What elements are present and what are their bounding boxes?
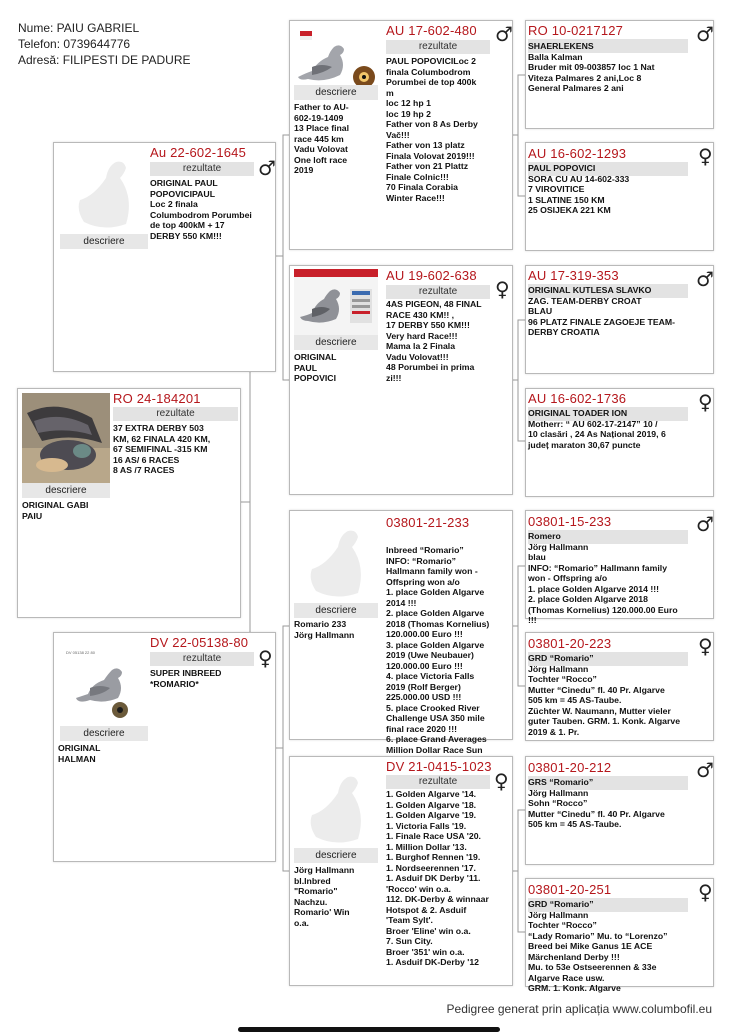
footer-credit: Pedigree generat prin aplicația www.columbofil.eu: [446, 1002, 712, 1016]
ring-number[interactable]: DV 22-05138-80: [150, 635, 249, 650]
ring-number[interactable]: 03801-20-212: [528, 760, 612, 775]
female-icon: ♀: [495, 277, 510, 301]
results-button[interactable]: rezultate: [150, 652, 254, 666]
great-grandparent-card-1: [525, 20, 714, 129]
female-icon: ♀: [698, 634, 713, 658]
results-button[interactable]: rezultate: [113, 407, 238, 421]
pigeon-info: SHAERLEKENS Balla Kalman Bruder mit 09-003857 loc 1 Nat Viteza Palmares 2 ani,Loc 8 General Palmares 2 ani: [528, 41, 655, 93]
description-button[interactable]: descriere: [60, 726, 148, 741]
female-icon: ♀: [698, 390, 713, 414]
dam-caption: ORIGINAL HALMAN: [58, 743, 101, 764]
owner-name: Nume: PAIU GABRIEL: [18, 21, 140, 35]
pigeon-info: SUPER INBREED *ROMARIO*: [150, 668, 222, 689]
pigeon-info: Inbreed “Romario” INFO: “Romario” Hallmann family won - Offspring won a/o 1. place Golden Algarve 2014 !!! 2. place Golden Algarve 2018 (Thomas Kornelius) 120.000.00 Euro !!! 3. place Golden Algarve 2019 (Uwe Neubauer) 120.000.00 Euro !!! 4. place Victoria Falls 2019 (Rolf Berger) 225.000.00 USD !!! 5. place Crooked River Challenge USA 350 mile final race 2020 !!! 6. place Grand Averages Million Dollar Race Sun: [386, 545, 490, 755]
description-button[interactable]: descriere: [294, 335, 378, 350]
pigeon-info: 37 EXTRA DERBY 503 KM, 62 FINALA 420 KM, 67 SEMIFINAL -315 KM 16 AS/ 6 RACES 8 AS /7 RACES: [113, 423, 211, 475]
subject-photo[interactable]: [22, 393, 110, 483]
sire-dam-caption: ORIGINAL PAUL POPOVICI: [294, 352, 337, 383]
male-icon: ♂: [258, 156, 276, 180]
description-button[interactable]: descriere: [294, 603, 378, 618]
dam-photo[interactable]: [60, 638, 148, 726]
gender-icon: ♂: [495, 22, 513, 46]
great-grandparent-card-2: [525, 142, 714, 251]
great-grandparent-card-4: [525, 388, 714, 497]
ring-number[interactable]: 03801-20-251: [528, 882, 612, 897]
description-button[interactable]: descriere: [294, 85, 378, 100]
owner-address: Adresă: FILIPESTI DE PADURE: [18, 53, 191, 67]
pigeon-info: ORIGINAL KUTLESA SLAVKO ZAG. TEAM-DERBY CROAT BLAU 96 PLATZ FINALE ZAGOEJE TEAM- DERBY CROATIA: [528, 285, 676, 337]
sire-sire-caption: Father to AU- 602-19-1409 13 Place final race 445 km Vadu Volovat One loft race 2019: [294, 102, 350, 175]
great-grandparent-card-8: [525, 878, 714, 993]
sire-photo[interactable]: [60, 148, 148, 234]
sire-card: [53, 142, 276, 372]
pigeon-info: PAUL POPOVICI SORA CU AU 14-602-333 7 VIROVITICE 1 SLATINE 150 KM 25 OSIJEKA 221 KM: [528, 163, 630, 215]
great-grandparent-card-6: [525, 632, 714, 741]
owner-phone: Telefon: 0739644776: [18, 37, 131, 51]
results-button[interactable]: rezultate: [386, 775, 490, 789]
ring-number[interactable]: AU 16-602-1293: [528, 146, 627, 161]
home-indicator: [238, 1027, 500, 1032]
female-icon: ♀: [698, 144, 713, 168]
pigeon-info: 1. Golden Algarve '14. 1. Golden Algarve '18. 1. Golden Algarve '19. 1. Victoria Falls '19. 1. Finale Race USA '20. 1. Million Dollar '13. 1. Burghof Rennen '19. 1. Nordseerennen '17. 1. Asduif DK Derby '11. 'Rocco' win o.a. 112. DK-Derby & winnaar Hotspot & 2. Asduif 'Team Sylt'. Broer 'Eline' win o.a. 7. Sun City. Broer '351' win o.a. 1. Asduif DK-Derby '12: [386, 789, 489, 967]
sire-dam-card: [289, 265, 513, 495]
female-icon: ♀: [494, 769, 509, 793]
ring-number[interactable]: AU 17-319-353: [528, 268, 619, 283]
male-icon: ♂: [696, 512, 714, 536]
dam-dam-card: [289, 756, 513, 986]
male-icon: ♂: [696, 22, 714, 46]
ring-number[interactable]: AU 16-602-1736: [528, 391, 627, 406]
ring-number[interactable]: RO 24-184201: [113, 391, 201, 406]
pigeon-info: GRD “Romario” Jörg Hallmann Tochter “Rocco” Mutter “Cinedu” fl. 40 Pr. Algarve 505 km = 45 AS-Taube. Züchter W. Naumann, Mutter vieler guter Tauben. GRM. 1. Konk. Algarve 2019 & 1. Pr.: [528, 653, 681, 737]
pigeon-info: Romero Jörg Hallmann blau INFO: “Romario” Hallmann family won - Offspring a/o 1. place Golden Algarve 2014 !!! 2. place Golden Algarve 2018 (Thomas Kornelius) 120.000.00 Euro !!!: [528, 531, 678, 625]
pigeon-info: ORIGINAL TOADER ION Motherr: “ AU 602-17-2147” 10 / 10 clasări , 24 As Național 2019, 6 județ maraton 30,67 puncte: [528, 408, 666, 450]
dam-dam-caption: Jörg Hallmann bl.Inbred "Romario" Nachzu. Romario' Win o.a.: [294, 865, 355, 928]
great-grandparent-card-7: [525, 756, 714, 865]
dam-dam-photo[interactable]: [294, 761, 378, 849]
results-button[interactable]: rezultate: [386, 285, 490, 299]
pigeon-info: 4AS PIGEON, 48 FINAL RACE 430 KM!! , 17 DERBY 550 KM!!! Very hard Race!!! Mama la 2 Finala Vadu Volovat!!! 48 Porumbei in prima zi!!!: [386, 299, 482, 383]
dam-card: [53, 632, 276, 862]
description-button[interactable]: descriere: [294, 848, 378, 863]
description-button[interactable]: descriere: [60, 234, 148, 249]
results-button[interactable]: rezultate: [150, 162, 254, 176]
pigeon-info: ORIGINAL PAUL POPOVICIPAUL Loc 2 finala Columbodrom Porumbei de top 400kM + 17 DERBY 550 KM!!!: [150, 178, 252, 241]
ring-number[interactable]: 03801-20-223: [528, 636, 612, 651]
subject-card: [17, 388, 241, 618]
male-icon: ♂: [696, 758, 714, 782]
female-icon: ♀: [698, 880, 713, 904]
sire-sire-card: [289, 20, 513, 250]
ring-number[interactable]: AU 19-602-638: [386, 268, 477, 283]
dam-sire-card: [289, 510, 513, 755]
male-icon: ♂: [696, 267, 714, 291]
pigeon-info: GRS “Romario” Jörg Hallmann Sohn “Rocco” Mutter “Cinedu” fl. 40 Pr. Algarve 505 km = 45 AS-Taube.: [528, 777, 665, 829]
pigeon-info: GRD “Romario” Jörg Hallmann Tochter “Rocco” “Lady Romario” Mu. to “Lorenzo” Breed bei Mike Ganus 1E ACE Märchenland Derby !!! Mu. to 53e Ostseerennen & 33e Algarve Race usw. GRM. 1. Konk. Algarve: [528, 899, 668, 993]
dam-sire-photo[interactable]: [294, 515, 378, 603]
great-grandparent-card-5: [525, 510, 714, 625]
ring-number[interactable]: RO 10-0217127: [528, 23, 624, 38]
svg-text:DV 05138 22 80: DV 05138 22 80: [66, 650, 95, 655]
great-grandparent-card-3: [525, 265, 714, 374]
ring-number[interactable]: 03801-15-233: [528, 514, 612, 529]
dam-sire-caption: Romario 233 Jörg Hallmann: [294, 619, 355, 640]
ring-number[interactable]: DV 21-0415-1023: [386, 759, 492, 774]
ring-number[interactable]: 03801-21-233: [386, 515, 470, 530]
description-button[interactable]: descriere: [22, 483, 110, 498]
female-icon: ♀: [258, 646, 273, 670]
ring-number[interactable]: Au 22-602-1645: [150, 145, 247, 160]
pigeon-info: PAUL POPOVICILoc 2 finala Columbodrom Porumbei de top 400k m loc 12 hp 1 loc 19 hp 2 Father von 8 As Derby Vač!!! Father von 13 platz Finala Volovat 2019!!! Father von 21 Plattz Finale Colnic!!! 70 Finala Corabia Winter Race!!!: [386, 56, 478, 203]
sire-dam-photo[interactable]: [294, 269, 378, 335]
subject-caption: ORIGINAL GABI PAIU: [22, 500, 89, 521]
ring-number[interactable]: AU 17-602-480: [386, 23, 477, 38]
results-button[interactable]: rezultate: [386, 40, 490, 54]
